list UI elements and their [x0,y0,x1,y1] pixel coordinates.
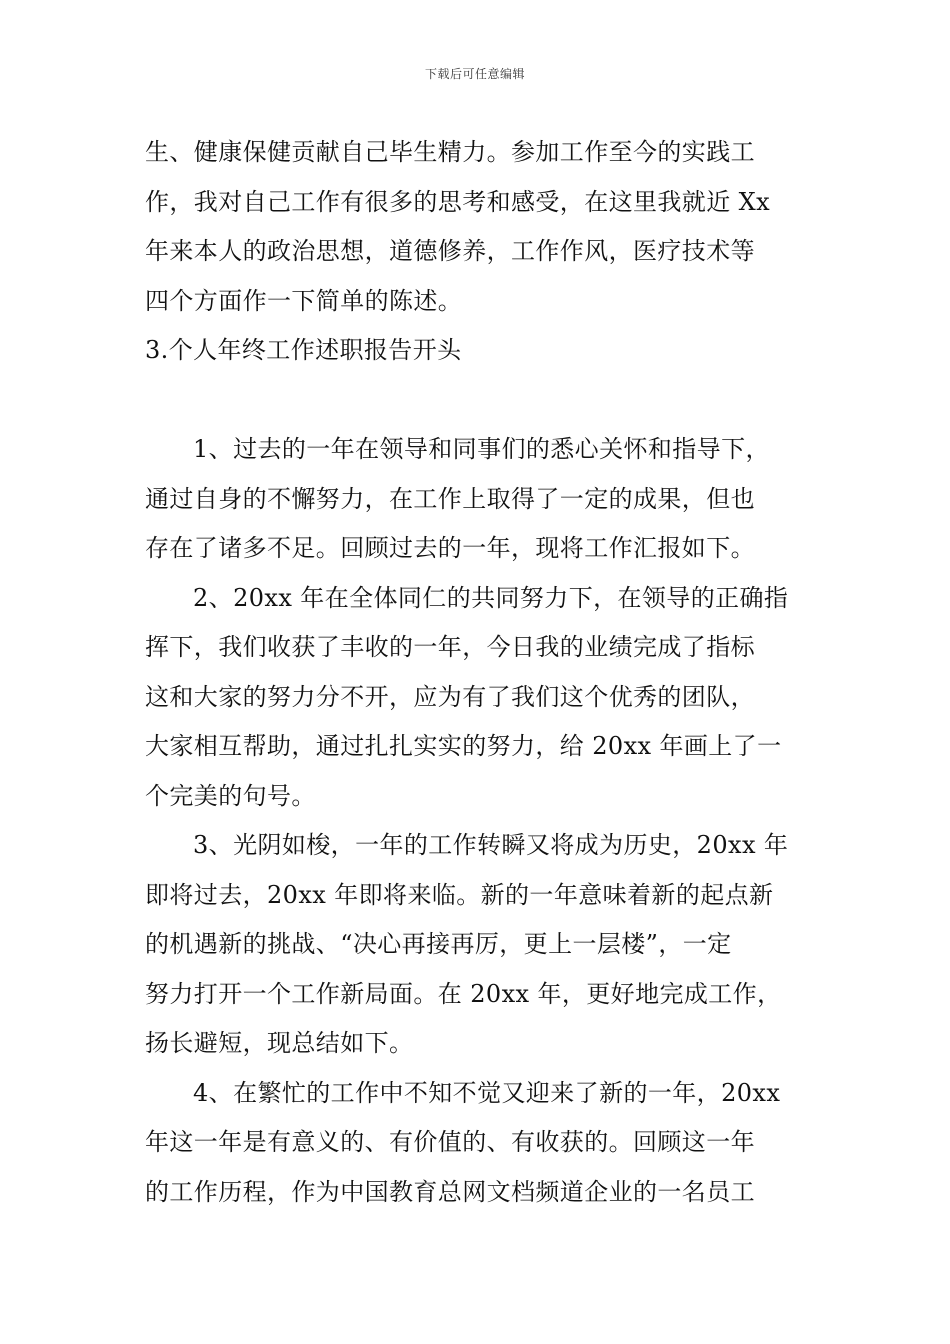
text-line: 生、健康保健贡献自己毕生精力。参加工作至今的实践工 [145,138,755,166]
text-line: 存在了诸多不足。回顾过去的一年，现将工作汇报如下。 [145,534,755,562]
text-line: 通过自身的不懈努力，在工作上取得了一定的成果，但也 [145,484,755,513]
text-line: 这和大家的努力分不开，应为有了我们这个优秀的团队， [145,682,755,711]
text-line: 即将过去，20xx 年即将来临。新的一年意味着新的起点新 [145,880,774,909]
text-line: 的机遇新的挑战、“决心再接再厉，更上一层楼”，一定 [145,930,732,958]
paragraph-1 [145,425,807,574]
text-line: 四个方面作一下简单的陈述。 [145,286,463,315]
text-line: 的工作历程，作为中国教育总网文档频道企业的一名员工 [145,1177,755,1206]
paragraph-3 [145,821,807,1069]
text-line: 年这一年是有意义的、有价值的、有收获的。回顾这一年 [145,1128,755,1156]
document-body [145,128,807,1217]
text-line: 努力打开一个工作新局面。在 20xx 年，更好地完成工作， [145,979,782,1008]
section-heading: 3.个人年终工作述职报告开头 [145,336,462,364]
paragraph-2 [145,574,807,822]
text-line: 2、20xx 年在全体同仁的共同努力下，在领导的正确指 [193,583,789,612]
page-header: 下载后可任意编辑 [424,67,525,81]
paragraph-4 [145,1069,807,1218]
text-line: 个完美的句号。 [145,781,316,810]
text-line: 挥下，我们收获了丰收的一年，今日我的业绩完成了指标 [145,633,755,661]
text-line: 大家相互帮助，通过扎扎实实的努力，给 20xx 年画上了一 [145,732,782,760]
text-line: 扬长避短，现总结如下。 [145,1029,414,1057]
text-line: 4、在繁忙的工作中不知不觉又迎来了新的一年，20xx [193,1078,781,1107]
text-line: 年来本人的政治思想，道德修养，工作作风，医疗技术等 [145,237,755,265]
text-line: 3、光阴如梭，一年的工作转瞬又将成为历史，20xx 年 [193,831,789,859]
text-line: 作，我对自己工作有很多的思考和感受，在这里我就近 Xx [145,187,771,216]
intro-paragraph [145,128,807,326]
blank-line [145,376,807,426]
text-line: 1、过去的一年在领导和同事们的悉心关怀和指导下， [193,435,770,463]
